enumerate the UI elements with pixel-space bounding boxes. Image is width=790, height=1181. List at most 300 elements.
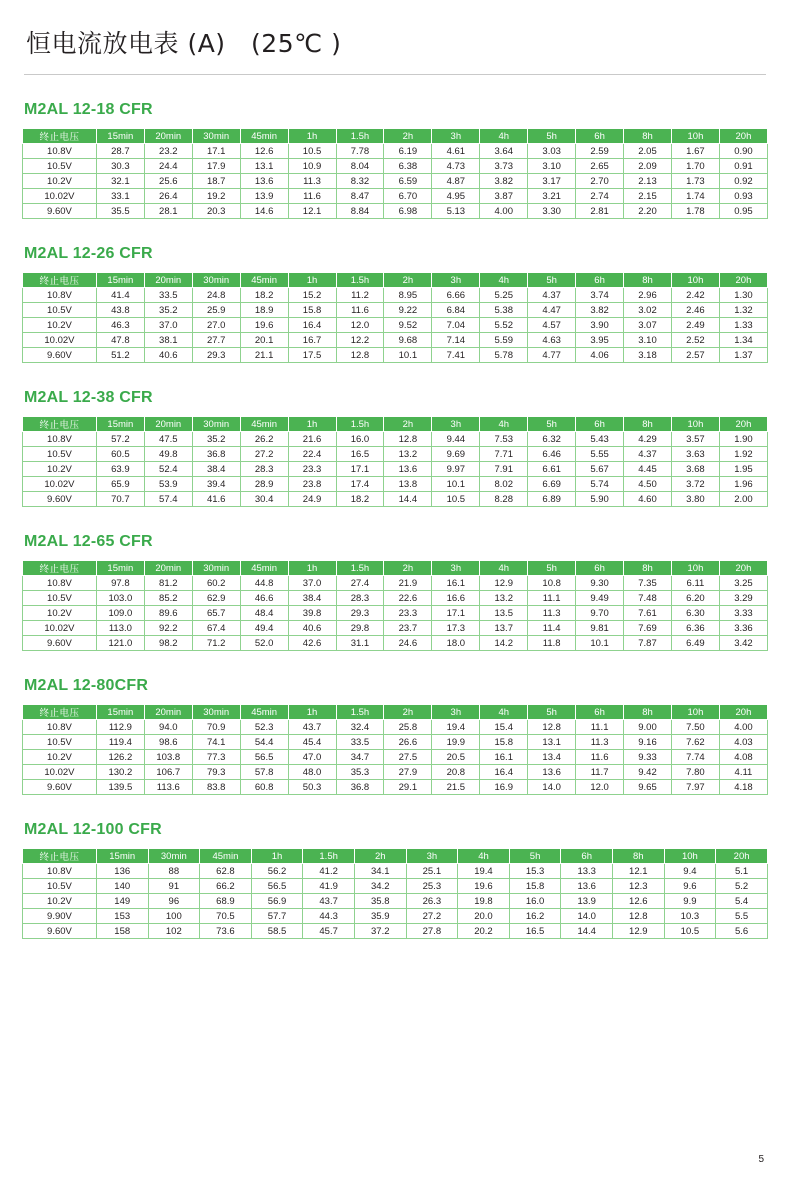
table-cell: 21.5 bbox=[432, 780, 480, 795]
table-cell: 20.8 bbox=[432, 765, 480, 780]
table-cell: 25.3 bbox=[406, 879, 458, 894]
table-cell: 33.5 bbox=[336, 735, 384, 750]
table-cell: 4.11 bbox=[719, 765, 767, 780]
table-cell: 9.70 bbox=[576, 606, 624, 621]
column-header: 3h bbox=[432, 417, 480, 432]
table-cell: 3.82 bbox=[576, 303, 624, 318]
row-header-cell: 10.5V bbox=[23, 735, 97, 750]
table-cell: 33.1 bbox=[96, 189, 144, 204]
table-cell: 58.5 bbox=[251, 924, 303, 939]
table-cell: 36.8 bbox=[336, 780, 384, 795]
table-cell: 91 bbox=[148, 879, 200, 894]
table-cell: 18.9 bbox=[240, 303, 288, 318]
table-cell: 7.91 bbox=[480, 462, 528, 477]
table-cell: 53.9 bbox=[144, 477, 192, 492]
row-header-cell: 9.90V bbox=[23, 909, 97, 924]
table-cell: 26.4 bbox=[144, 189, 192, 204]
table-cell: 21.9 bbox=[384, 576, 432, 591]
table-cell: 2.00 bbox=[719, 492, 767, 507]
table-row bbox=[23, 864, 768, 879]
table-cell: 13.1 bbox=[240, 159, 288, 174]
table-cell: 3.63 bbox=[671, 447, 719, 462]
table-cell: 8.95 bbox=[384, 288, 432, 303]
table-cell: 16.1 bbox=[480, 750, 528, 765]
table-cell: 7.14 bbox=[432, 333, 480, 348]
table-cell: 1.96 bbox=[719, 477, 767, 492]
column-header: 20min bbox=[144, 273, 192, 288]
table-cell: 103.8 bbox=[144, 750, 192, 765]
table-cell: 7.71 bbox=[480, 447, 528, 462]
table-cell: 35.9 bbox=[354, 909, 406, 924]
table-cell: 2.96 bbox=[624, 288, 672, 303]
table-cell: 2.57 bbox=[671, 348, 719, 363]
table-cell: 17.1 bbox=[336, 462, 384, 477]
table-cell: 43.8 bbox=[96, 303, 144, 318]
table-cell: 3.68 bbox=[671, 462, 719, 477]
table-cell: 12.3 bbox=[613, 879, 665, 894]
table-cell: 5.74 bbox=[576, 477, 624, 492]
table-cell: 36.8 bbox=[192, 447, 240, 462]
table-cell: 13.3 bbox=[561, 864, 613, 879]
table-cell: 12.8 bbox=[613, 909, 665, 924]
column-header: 5h bbox=[528, 705, 576, 720]
table-cell: 7.74 bbox=[671, 750, 719, 765]
column-header: 1.5h bbox=[336, 417, 384, 432]
table-cell: 23.3 bbox=[288, 462, 336, 477]
discharge-table bbox=[22, 704, 768, 795]
table-cell: 8.04 bbox=[336, 159, 384, 174]
table-cell: 17.3 bbox=[432, 621, 480, 636]
table-cell: 66.2 bbox=[200, 879, 252, 894]
table-cell: 9.97 bbox=[432, 462, 480, 477]
table-cell: 44.3 bbox=[303, 909, 355, 924]
table-cell: 29.8 bbox=[336, 621, 384, 636]
column-header: 45min bbox=[240, 273, 288, 288]
table-cell: 109.0 bbox=[96, 606, 144, 621]
column-header: 30min bbox=[192, 129, 240, 144]
table-cell: 1.32 bbox=[719, 303, 767, 318]
table-cell: 5.52 bbox=[480, 318, 528, 333]
table-cell: 4.50 bbox=[624, 477, 672, 492]
table-cell: 3.30 bbox=[528, 204, 576, 219]
table-cell: 4.03 bbox=[719, 735, 767, 750]
table-cell: 26.6 bbox=[384, 735, 432, 750]
table-cell: 4.37 bbox=[528, 288, 576, 303]
table-cell: 5.38 bbox=[480, 303, 528, 318]
table-cell: 5.25 bbox=[480, 288, 528, 303]
table-cell: 4.77 bbox=[528, 348, 576, 363]
table-cell: 5.55 bbox=[576, 447, 624, 462]
table-cell: 10.3 bbox=[664, 909, 716, 924]
table-cell: 42.6 bbox=[288, 636, 336, 651]
table-cell: 15.8 bbox=[480, 735, 528, 750]
table-cell: 5.6 bbox=[716, 924, 768, 939]
column-header: 8h bbox=[624, 129, 672, 144]
table-cell: 40.6 bbox=[288, 621, 336, 636]
table-cell: 12.8 bbox=[336, 348, 384, 363]
table-header-row bbox=[23, 129, 768, 144]
column-header: 20h bbox=[716, 849, 768, 864]
column-header: 4h bbox=[480, 561, 528, 576]
table-cell: 27.9 bbox=[384, 765, 432, 780]
table-cell: 5.1 bbox=[716, 864, 768, 879]
table-cell: 48.0 bbox=[288, 765, 336, 780]
table-cell: 7.04 bbox=[432, 318, 480, 333]
table-cell: 27.4 bbox=[336, 576, 384, 591]
table-cell: 6.66 bbox=[432, 288, 480, 303]
table-row bbox=[23, 909, 768, 924]
table-cell: 3.33 bbox=[719, 606, 767, 621]
table-cell: 11.1 bbox=[576, 720, 624, 735]
table-cell: 3.90 bbox=[576, 318, 624, 333]
column-header: 45min bbox=[240, 705, 288, 720]
table-cell: 30.4 bbox=[240, 492, 288, 507]
row-header-cell: 10.2V bbox=[23, 606, 97, 621]
section-title: M2AL 12-26 CFR bbox=[24, 245, 153, 262]
table-cell: 119.4 bbox=[96, 735, 144, 750]
table-cell: 11.6 bbox=[288, 189, 336, 204]
table-row bbox=[23, 462, 768, 477]
column-header: 4h bbox=[480, 273, 528, 288]
table-cell: 8.32 bbox=[336, 174, 384, 189]
column-header: 1h bbox=[288, 417, 336, 432]
table-cell: 121.0 bbox=[96, 636, 144, 651]
table-cell: 4.06 bbox=[576, 348, 624, 363]
column-header: 20h bbox=[719, 273, 767, 288]
table-row bbox=[23, 492, 768, 507]
table-cell: 47.0 bbox=[288, 750, 336, 765]
column-header: 1.5h bbox=[336, 705, 384, 720]
table-cell: 15.8 bbox=[288, 303, 336, 318]
table-cell: 2.09 bbox=[624, 159, 672, 174]
table-cell: 6.36 bbox=[671, 621, 719, 636]
discharge-table-section bbox=[22, 389, 768, 507]
row-header-cell: 9.60V bbox=[23, 492, 97, 507]
column-header: 6h bbox=[576, 561, 624, 576]
table-cell: 6.19 bbox=[384, 144, 432, 159]
table-header-row bbox=[23, 273, 768, 288]
table-cell: 14.0 bbox=[561, 909, 613, 924]
table-cell: 9.69 bbox=[432, 447, 480, 462]
table-cell: 28.9 bbox=[240, 477, 288, 492]
table-cell: 39.4 bbox=[192, 477, 240, 492]
column-header: 20min bbox=[144, 561, 192, 576]
table-cell: 9.33 bbox=[624, 750, 672, 765]
table-cell: 4.61 bbox=[432, 144, 480, 159]
table-cell: 12.0 bbox=[576, 780, 624, 795]
table-header-row bbox=[23, 849, 768, 864]
row-header-cell: 10.02V bbox=[23, 477, 97, 492]
table-cell: 17.1 bbox=[192, 144, 240, 159]
table-cell: 2.52 bbox=[671, 333, 719, 348]
table-cell: 14.4 bbox=[384, 492, 432, 507]
table-cell: 9.22 bbox=[384, 303, 432, 318]
table-cell: 9.16 bbox=[624, 735, 672, 750]
table-row bbox=[23, 477, 768, 492]
table-cell: 1.74 bbox=[671, 189, 719, 204]
table-cell: 14.6 bbox=[240, 204, 288, 219]
table-header-row bbox=[23, 561, 768, 576]
table-cell: 9.30 bbox=[576, 576, 624, 591]
table-cell: 113.0 bbox=[96, 621, 144, 636]
section-title: M2AL 12-80CFR bbox=[24, 677, 149, 694]
table-cell: 9.6 bbox=[664, 879, 716, 894]
table-cell: 7.35 bbox=[624, 576, 672, 591]
column-header: 1.5h bbox=[336, 129, 384, 144]
row-header-cell: 10.5V bbox=[23, 447, 97, 462]
table-cell: 11.2 bbox=[336, 288, 384, 303]
table-cell: 10.5 bbox=[432, 492, 480, 507]
table-cell: 9.44 bbox=[432, 432, 480, 447]
column-header: 终止电压 bbox=[23, 129, 97, 144]
table-cell: 35.2 bbox=[192, 432, 240, 447]
table-cell: 94.0 bbox=[144, 720, 192, 735]
table-cell: 19.4 bbox=[458, 864, 510, 879]
row-header-cell: 10.2V bbox=[23, 174, 97, 189]
table-cell: 3.82 bbox=[480, 174, 528, 189]
table-cell: 16.4 bbox=[288, 318, 336, 333]
table-cell: 17.4 bbox=[336, 477, 384, 492]
table-cell: 12.1 bbox=[288, 204, 336, 219]
page-number: 5 bbox=[758, 1154, 764, 1165]
table-cell: 6.46 bbox=[528, 447, 576, 462]
table-cell: 7.50 bbox=[671, 720, 719, 735]
table-cell: 33.5 bbox=[144, 288, 192, 303]
row-header-cell: 10.02V bbox=[23, 765, 97, 780]
column-header: 1h bbox=[251, 849, 303, 864]
table-cell: 19.6 bbox=[458, 879, 510, 894]
column-header: 15min bbox=[96, 561, 144, 576]
column-header: 10h bbox=[671, 561, 719, 576]
table-row bbox=[23, 348, 768, 363]
table-cell: 65.9 bbox=[96, 477, 144, 492]
table-cell: 1.95 bbox=[719, 462, 767, 477]
table-cell: 3.73 bbox=[480, 159, 528, 174]
table-cell: 45.7 bbox=[303, 924, 355, 939]
table-row bbox=[23, 447, 768, 462]
table-cell: 6.98 bbox=[384, 204, 432, 219]
column-header: 终止电压 bbox=[23, 705, 97, 720]
column-header: 30min bbox=[148, 849, 200, 864]
table-cell: 12.8 bbox=[384, 432, 432, 447]
table-row bbox=[23, 621, 768, 636]
row-header-cell: 10.02V bbox=[23, 333, 97, 348]
table-cell: 7.62 bbox=[671, 735, 719, 750]
table-row bbox=[23, 735, 768, 750]
table-cell: 9.9 bbox=[664, 894, 716, 909]
table-cell: 8.02 bbox=[480, 477, 528, 492]
table-cell: 70.7 bbox=[96, 492, 144, 507]
table-row bbox=[23, 636, 768, 651]
table-cell: 57.2 bbox=[96, 432, 144, 447]
table-cell: 17.9 bbox=[192, 159, 240, 174]
table-cell: 27.2 bbox=[240, 447, 288, 462]
table-cell: 57.4 bbox=[144, 492, 192, 507]
table-cell: 7.41 bbox=[432, 348, 480, 363]
table-cell: 113.6 bbox=[144, 780, 192, 795]
table-cell: 35.8 bbox=[354, 894, 406, 909]
table-cell: 4.08 bbox=[719, 750, 767, 765]
table-cell: 3.02 bbox=[624, 303, 672, 318]
table-cell: 15.3 bbox=[509, 864, 561, 879]
column-header: 15min bbox=[96, 849, 148, 864]
table-cell: 88 bbox=[148, 864, 200, 879]
row-header-cell: 10.8V bbox=[23, 720, 97, 735]
table-cell: 23.8 bbox=[288, 477, 336, 492]
table-cell: 98.2 bbox=[144, 636, 192, 651]
table-cell: 29.3 bbox=[336, 606, 384, 621]
table-cell: 22.4 bbox=[288, 447, 336, 462]
table-cell: 1.67 bbox=[671, 144, 719, 159]
table-cell: 7.97 bbox=[671, 780, 719, 795]
table-cell: 74.1 bbox=[192, 735, 240, 750]
table-cell: 10.1 bbox=[384, 348, 432, 363]
table-cell: 37.0 bbox=[144, 318, 192, 333]
table-cell: 12.9 bbox=[480, 576, 528, 591]
column-header: 终止电压 bbox=[23, 417, 97, 432]
discharge-table-section bbox=[22, 677, 768, 795]
table-cell: 19.8 bbox=[458, 894, 510, 909]
table-cell: 31.1 bbox=[336, 636, 384, 651]
table-cell: 3.57 bbox=[671, 432, 719, 447]
discharge-table-section bbox=[22, 101, 768, 219]
table-cell: 9.49 bbox=[576, 591, 624, 606]
table-cell: 51.2 bbox=[96, 348, 144, 363]
table-cell: 98.6 bbox=[144, 735, 192, 750]
table-cell: 77.3 bbox=[192, 750, 240, 765]
table-cell: 1.30 bbox=[719, 288, 767, 303]
row-header-cell: 10.2V bbox=[23, 894, 97, 909]
table-cell: 3.21 bbox=[528, 189, 576, 204]
table-cell: 4.18 bbox=[719, 780, 767, 795]
table-cell: 5.4 bbox=[716, 894, 768, 909]
table-cell: 18.2 bbox=[240, 288, 288, 303]
table-cell: 4.00 bbox=[719, 720, 767, 735]
table-cell: 70.5 bbox=[200, 909, 252, 924]
table-cell: 16.0 bbox=[509, 894, 561, 909]
table-cell: 8.47 bbox=[336, 189, 384, 204]
table-cell: 9.68 bbox=[384, 333, 432, 348]
table-row bbox=[23, 288, 768, 303]
table-cell: 2.05 bbox=[624, 144, 672, 159]
table-cell: 25.6 bbox=[144, 174, 192, 189]
table-cell: 1.92 bbox=[719, 447, 767, 462]
table-cell: 10.1 bbox=[432, 477, 480, 492]
table-cell: 1.90 bbox=[719, 432, 767, 447]
column-header: 20h bbox=[719, 129, 767, 144]
table-cell: 27.2 bbox=[406, 909, 458, 924]
table-cell: 2.42 bbox=[671, 288, 719, 303]
column-header: 20min bbox=[144, 417, 192, 432]
table-cell: 4.00 bbox=[480, 204, 528, 219]
column-header: 4h bbox=[480, 417, 528, 432]
table-row bbox=[23, 894, 768, 909]
table-cell: 12.1 bbox=[613, 864, 665, 879]
table-cell: 13.9 bbox=[561, 894, 613, 909]
table-cell: 38.4 bbox=[288, 591, 336, 606]
table-cell: 3.42 bbox=[719, 636, 767, 651]
table-cell: 11.4 bbox=[528, 621, 576, 636]
row-header-cell: 9.60V bbox=[23, 780, 97, 795]
table-cell: 24.6 bbox=[384, 636, 432, 651]
table-cell: 20.0 bbox=[458, 909, 510, 924]
table-cell: 153 bbox=[96, 909, 148, 924]
table-cell: 20.3 bbox=[192, 204, 240, 219]
table-cell: 35.2 bbox=[144, 303, 192, 318]
table-cell: 50.3 bbox=[288, 780, 336, 795]
table-cell: 27.5 bbox=[384, 750, 432, 765]
table-cell: 83.8 bbox=[192, 780, 240, 795]
table-cell: 5.67 bbox=[576, 462, 624, 477]
table-cell: 9.42 bbox=[624, 765, 672, 780]
table-cell: 14.0 bbox=[528, 780, 576, 795]
column-header: 6h bbox=[561, 849, 613, 864]
table-cell: 3.10 bbox=[624, 333, 672, 348]
row-header-cell: 10.5V bbox=[23, 159, 97, 174]
table-cell: 13.9 bbox=[240, 189, 288, 204]
table-cell: 30.3 bbox=[96, 159, 144, 174]
table-cell: 44.8 bbox=[240, 576, 288, 591]
table-cell: 13.5 bbox=[480, 606, 528, 621]
table-cell: 100 bbox=[148, 909, 200, 924]
table-cell: 6.11 bbox=[671, 576, 719, 591]
table-cell: 13.7 bbox=[480, 621, 528, 636]
table-cell: 2.70 bbox=[576, 174, 624, 189]
table-header-row bbox=[23, 417, 768, 432]
table-cell: 3.80 bbox=[671, 492, 719, 507]
table-cell: 0.95 bbox=[719, 204, 767, 219]
table-row bbox=[23, 303, 768, 318]
table-cell: 57.8 bbox=[240, 765, 288, 780]
table-cell: 27.0 bbox=[192, 318, 240, 333]
table-cell: 10.5 bbox=[664, 924, 716, 939]
column-header: 4h bbox=[480, 705, 528, 720]
table-cell: 37.0 bbox=[288, 576, 336, 591]
table-cell: 15.4 bbox=[480, 720, 528, 735]
table-cell: 13.6 bbox=[528, 765, 576, 780]
table-cell: 4.63 bbox=[528, 333, 576, 348]
column-header: 5h bbox=[528, 561, 576, 576]
row-header-cell: 10.8V bbox=[23, 432, 97, 447]
column-header: 10h bbox=[671, 705, 719, 720]
table-cell: 13.4 bbox=[528, 750, 576, 765]
column-header: 8h bbox=[624, 705, 672, 720]
column-header: 3h bbox=[432, 129, 480, 144]
table-cell: 5.2 bbox=[716, 879, 768, 894]
table-cell: 4.57 bbox=[528, 318, 576, 333]
table-cell: 7.69 bbox=[624, 621, 672, 636]
row-header-cell: 9.60V bbox=[23, 204, 97, 219]
table-cell: 24.9 bbox=[288, 492, 336, 507]
table-cell: 41.4 bbox=[96, 288, 144, 303]
table-cell: 16.1 bbox=[432, 576, 480, 591]
table-cell: 9.4 bbox=[664, 864, 716, 879]
table-row bbox=[23, 189, 768, 204]
table-cell: 56.5 bbox=[240, 750, 288, 765]
table-cell: 2.46 bbox=[671, 303, 719, 318]
table-cell: 22.6 bbox=[384, 591, 432, 606]
table-cell: 47.8 bbox=[96, 333, 144, 348]
table-cell: 45.4 bbox=[288, 735, 336, 750]
table-cell: 0.92 bbox=[719, 174, 767, 189]
table-cell: 52.3 bbox=[240, 720, 288, 735]
table-cell: 6.89 bbox=[528, 492, 576, 507]
discharge-table bbox=[22, 560, 768, 651]
table-cell: 6.32 bbox=[528, 432, 576, 447]
column-header: 8h bbox=[624, 273, 672, 288]
column-header: 3h bbox=[406, 849, 458, 864]
table-cell: 62.8 bbox=[200, 864, 252, 879]
